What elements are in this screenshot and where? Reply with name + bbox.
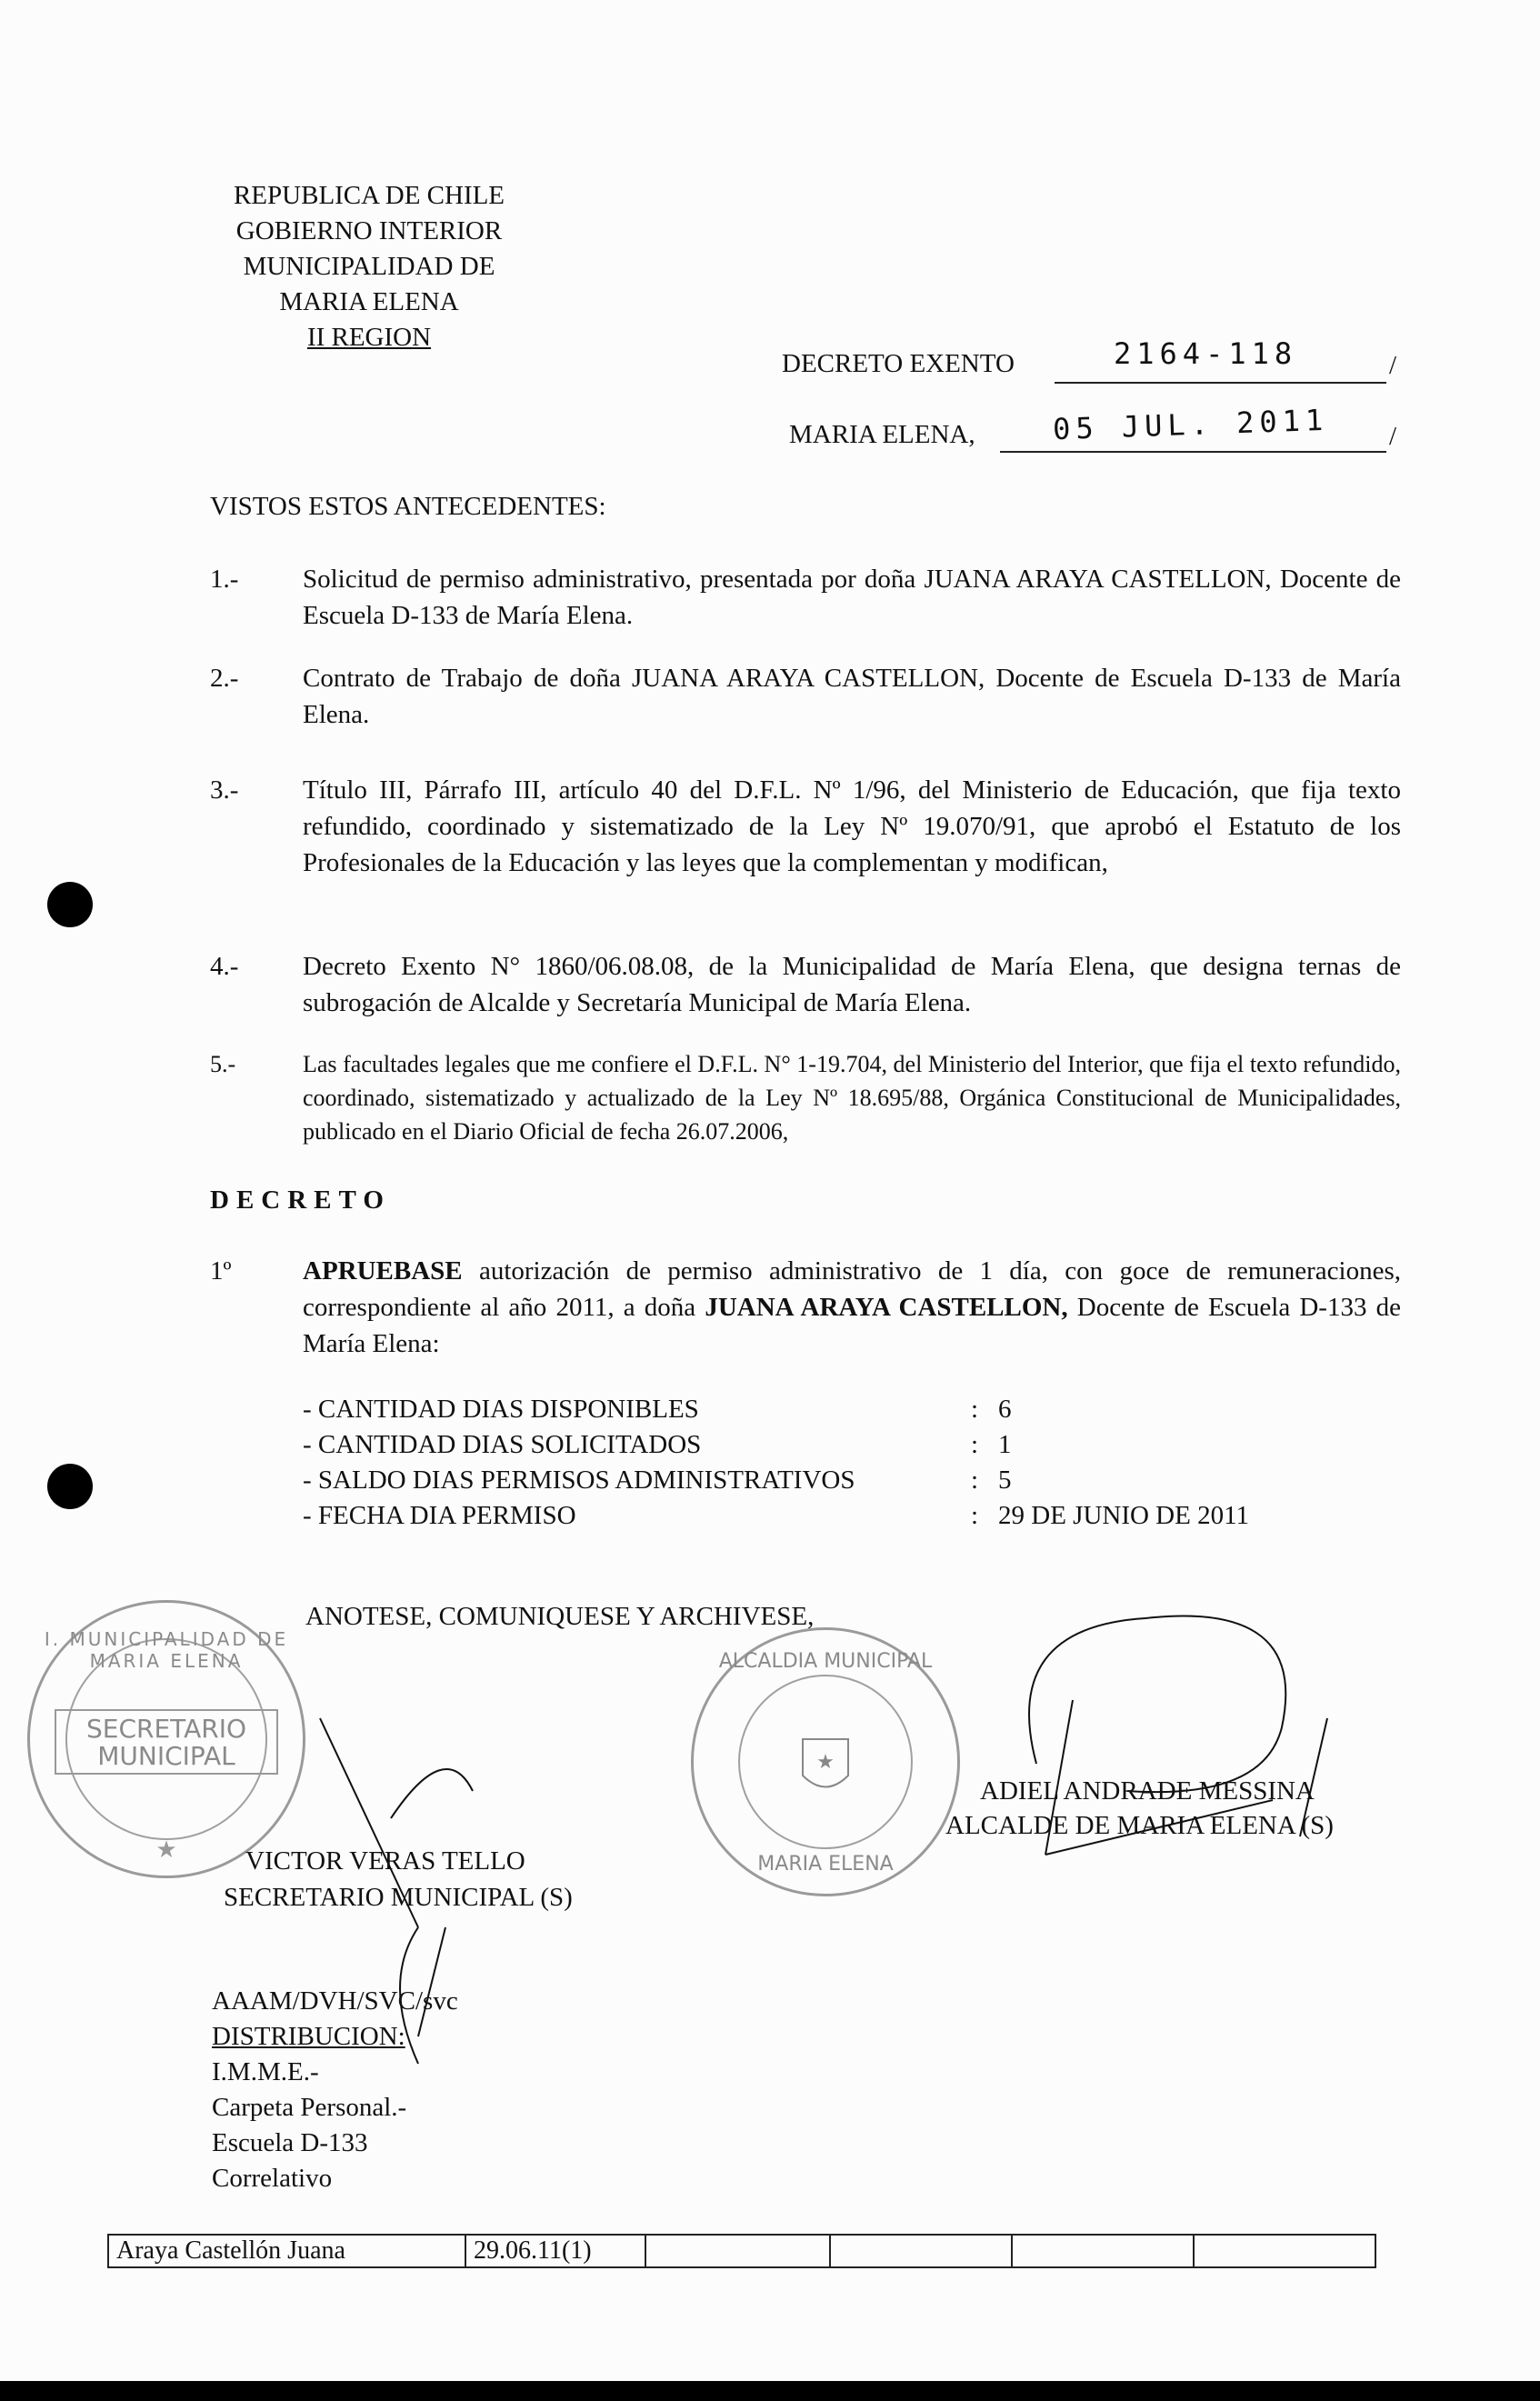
place-label: MARIA ELENA, bbox=[789, 420, 975, 449]
detail-label: - FECHA DIA PERMISO bbox=[303, 1501, 576, 1530]
seal-center-text bbox=[30, 1716, 303, 1770]
detail-label: - CANTIDAD DIAS DISPONIBLES bbox=[303, 1395, 699, 1424]
article-text-a: autorización de permiso administrativo de 1 día, con goce de remuneraciones, correspondiente al año 2011, a doña bbox=[303, 1256, 1401, 1322]
seal-center-line: MUNICIPAL bbox=[97, 1741, 235, 1771]
secretary-title: SECRETARIO MUNICIPAL (S) bbox=[224, 1883, 573, 1912]
item-number: 1.- bbox=[210, 565, 239, 594]
item-text: Decreto Exento N° 1860/06.08.08, de la Municipalidad de María Elena, que designa ternas de subrogación de Alcalde y Secretaría Municipal de María Elena. bbox=[303, 952, 1401, 1017]
seal-ring-bottom: MARIA ELENA bbox=[757, 1853, 894, 1876]
date-underline bbox=[1000, 451, 1386, 453]
item-number: 5.- bbox=[210, 1051, 236, 1077]
article-number: 1º bbox=[210, 1256, 232, 1286]
decreto-heading: DECRETO bbox=[210, 1185, 391, 1215]
mayor-name: ADIEL ANDRADE MESSINA bbox=[980, 1776, 1315, 1806]
table-cell bbox=[1012, 2235, 1194, 2267]
vistos-item bbox=[210, 561, 1401, 634]
slash-mark: / bbox=[1389, 422, 1397, 451]
colon: : bbox=[971, 1395, 979, 1424]
distribution-item: Carpeta Personal.- bbox=[212, 2093, 407, 2122]
colon: : bbox=[971, 1501, 979, 1530]
item-text: Contrato de Trabajo de doña JUANA ARAYA CASTELLON, Docente de Escuela D-133 de María Elena. bbox=[303, 664, 1401, 729]
item-number: 4.- bbox=[210, 952, 239, 981]
table-cell bbox=[830, 2235, 1012, 2267]
svg-text:★: ★ bbox=[155, 1836, 177, 1864]
detail-label: - SALDO DIAS PERMISOS ADMINISTRATIVOS bbox=[303, 1466, 855, 1495]
article-text bbox=[303, 1253, 1401, 1362]
decree-number-underline bbox=[1055, 382, 1386, 384]
table-cell: Araya Castellón Juana bbox=[108, 2235, 465, 2267]
letterhead-line: GOBIERNO INTERIOR bbox=[235, 216, 503, 245]
vistos-item bbox=[210, 948, 1401, 1021]
distribution-item: Escuela D-133 bbox=[212, 2128, 368, 2157]
vistos-item bbox=[210, 660, 1401, 733]
vistos-item bbox=[210, 1047, 1401, 1148]
slash-mark: / bbox=[1389, 351, 1397, 380]
permit-details bbox=[303, 1392, 1394, 1534]
detail-row bbox=[303, 1392, 1394, 1427]
initials: AAAM/DVH/SVC/svc bbox=[212, 1986, 458, 2016]
article-name: JUANA ARAYA CASTELLON, bbox=[705, 1293, 1068, 1322]
item-text: Solicitud de permiso administrativo, presentada por doña JUANA ARAYA CASTELLON, Docente de Escuela D-133 de María Elena. bbox=[303, 565, 1401, 630]
detail-row bbox=[303, 1427, 1394, 1463]
punch-hole bbox=[47, 882, 93, 927]
secretary-name: VICTOR VERAS TELLO bbox=[245, 1846, 525, 1876]
mayor-seal bbox=[691, 1627, 960, 1896]
mayor-title: ALCALDE DE MARIA ELENA (S) bbox=[945, 1811, 1334, 1840]
distribution-item: I.M.M.E.- bbox=[212, 2057, 319, 2086]
letterhead-line: II REGION bbox=[306, 323, 432, 352]
detail-value: 6 bbox=[998, 1395, 1012, 1424]
detail-value: 1 bbox=[998, 1430, 1012, 1459]
seal-center-line: SECRETARIO bbox=[86, 1714, 246, 1744]
decree-number-label: DECRETO EXENTO bbox=[782, 349, 1015, 378]
letterhead-line: MUNICIPALIDAD DE bbox=[243, 252, 495, 281]
closing-formula: ANOTESE, COMUNIQUESE Y ARCHIVESE, bbox=[305, 1602, 815, 1631]
vistos-item bbox=[210, 772, 1401, 881]
punch-hole bbox=[47, 1464, 93, 1509]
record-table bbox=[107, 2234, 1376, 2268]
colon: : bbox=[971, 1466, 979, 1495]
distribution-block bbox=[212, 1984, 458, 2196]
table-cell: 29.06.11(1) bbox=[465, 2235, 645, 2267]
detail-value: 29 DE JUNIO DE 2011 bbox=[998, 1501, 1250, 1530]
table-row bbox=[108, 2235, 1375, 2267]
item-text: Título III, Párrafo III, artículo 40 del D.F.L. Nº 1/96, del Ministerio de Educación, que fija texto refundido, coordinado y sistematizado de la Ley Nº 19.070/91, que aprobó el Estatuto de los Profesionales de la Educación y las leyes que la complementan y modifican, bbox=[303, 775, 1401, 877]
letterhead-line: MARIA ELENA bbox=[279, 287, 459, 316]
distribution-title: DISTRIBUCION: bbox=[212, 2022, 405, 2051]
seal-ring-text: I. MUNICIPALIDAD DE MARIA ELENA bbox=[44, 1628, 289, 1672]
detail-row bbox=[303, 1498, 1394, 1534]
svg-text:★: ★ bbox=[816, 1751, 835, 1774]
seal-ring-top: ALCALDIA MUNICIPAL bbox=[718, 1650, 933, 1673]
colon: : bbox=[971, 1430, 979, 1459]
detail-label: - CANTIDAD DIAS SOLICITADOS bbox=[303, 1430, 702, 1459]
item-text: Las facultades legales que me confiere el D.F.L. N° 1-19.704, del Ministerio del Interior, que fija el texto refundido, coordinado, sistematizado y actualizado de la Ley Nº 18.695/88, Orgánica Constitucional de Municipalidades, publicado en el Diario Oficial de fecha 26.07.2006, bbox=[303, 1051, 1401, 1145]
decree-number-stamp: 2164-118 bbox=[1114, 336, 1298, 371]
table-cell bbox=[1194, 2235, 1375, 2267]
letterhead-line: REPUBLICA DE CHILE bbox=[233, 181, 505, 210]
letterhead bbox=[205, 178, 533, 355]
detail-value: 5 bbox=[998, 1466, 1012, 1495]
scan-edge bbox=[0, 2381, 1540, 2401]
item-number: 3.- bbox=[210, 775, 239, 805]
article-lead: APRUEBASE bbox=[303, 1256, 463, 1286]
detail-row bbox=[303, 1463, 1394, 1498]
article-text-b: Docente de Escuela D-133 de María Elena: bbox=[303, 1293, 1401, 1358]
decreto-article bbox=[210, 1253, 1401, 1362]
table-cell bbox=[645, 2235, 830, 2267]
vistos-heading: VISTOS ESTOS ANTECEDENTES: bbox=[210, 492, 606, 521]
date-stamp: 05 JUL. 2011 bbox=[1052, 402, 1329, 447]
secretary-seal bbox=[27, 1600, 305, 1878]
item-number: 2.- bbox=[210, 664, 239, 693]
distribution-item: Correlativo bbox=[212, 2164, 333, 2193]
